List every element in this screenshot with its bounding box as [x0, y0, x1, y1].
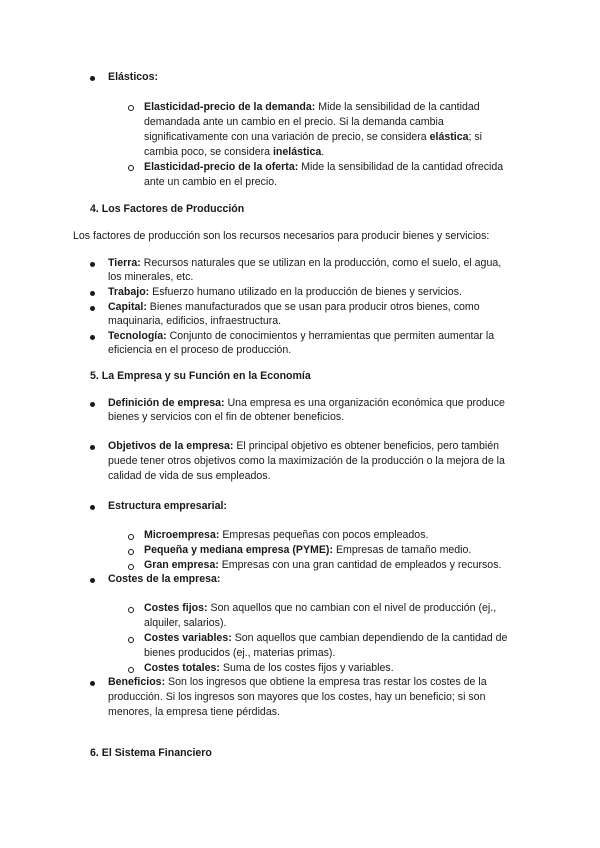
bullet-dot-icon	[90, 402, 95, 407]
section-4-intro: Los factores de producción son los recursos necesarios para producir bienes y servicios:	[73, 230, 490, 242]
bullet-dot-icon	[90, 76, 95, 81]
bullet-dot-icon	[90, 262, 95, 267]
text-line: significativamente con una variación de precio, se considera elástica; si	[144, 131, 483, 143]
factor-tierra: Tierra: Recursos naturales que se utilizan en la producción, como el suelo, el agua,	[108, 257, 502, 269]
definicion-empresa: Definición de empresa: Una empresa es una organización económica que produce	[108, 397, 505, 409]
bullet-dot-icon	[90, 505, 95, 510]
text-line: demandada ante un cambio en el precio. Si la demanda cambia	[144, 116, 444, 128]
text-line: menores, la empresa tiene pérdidas.	[108, 706, 280, 718]
bullet-ring-icon	[128, 564, 134, 570]
section-6-heading: 6. El Sistema Financiero	[90, 747, 212, 759]
beneficios-item: Beneficios: Son los ingresos que obtiene la empresa tras restar los costes de la	[108, 676, 487, 688]
bullet-dot-icon	[90, 306, 95, 311]
text-line: eficiencia en el proceso de producción.	[108, 344, 292, 356]
bullet-ring-icon	[128, 165, 134, 171]
bullet-dot-icon	[90, 445, 95, 450]
estructura-empresarial-label: Estructura empresarial:	[108, 500, 227, 512]
bullet-dot-icon	[90, 681, 95, 686]
text-line: cambia poco, se considera inelástica.	[144, 146, 325, 158]
objetivos-empresa: Objetivos de la empresa: El principal objetivo es obtener beneficios, pero también	[108, 440, 500, 452]
text-line: calidad de vida de sus empleados.	[108, 470, 271, 482]
text-line: producción. Si los ingresos son mayores que los costes, hay un beneficio; si son	[108, 691, 486, 703]
pyme-item: Pequeña y mediana empresa (PYME): Empresas de tamaño medio.	[144, 544, 472, 556]
costes-fijos-item: Costes fijos: Son aquellos que no cambian con el nivel de producción (ej.,	[144, 602, 497, 614]
text-line: ante un cambio en el precio.	[144, 176, 278, 188]
text-line: bienes producidos (ej., materias primas).	[144, 647, 336, 659]
costes-variables-item: Costes variables: Son aquellos que cambian dependiendo de la cantidad de	[144, 632, 508, 644]
costes-empresa-label: Costes de la empresa:	[108, 573, 221, 585]
factor-tecnologia: Tecnología: Conjunto de conocimientos y herramientas que permiten aumentar la	[108, 330, 495, 342]
elasticidad-demanda-item: Elasticidad-precio de la demanda: Mide la sensibilidad de la cantidad	[144, 101, 480, 113]
factor-trabajo: Trabajo: Esfuerzo humano utilizado en la producción de bienes y servicios.	[108, 286, 462, 298]
bullet-ring-icon	[128, 637, 134, 643]
section-5-heading: 5. La Empresa y su Función en la Economía	[90, 370, 311, 382]
text-line: los minerales, etc.	[108, 271, 194, 283]
section-4-heading: 4. Los Factores de Producción	[90, 203, 245, 215]
gran-empresa-item: Gran empresa: Empresas con una gran cantidad de empleados y recursos.	[144, 559, 502, 571]
costes-totales-item: Costes totales: Suma de los costes fijos y variables.	[144, 662, 394, 674]
bullet-dot-icon	[90, 578, 95, 583]
text-line: alquiler, salarios).	[144, 617, 227, 629]
bullet-ring-icon	[128, 607, 134, 613]
factor-capital: Capital: Bienes manufacturados que se usan para producir otros bienes, como	[108, 301, 480, 313]
elasticidad-oferta-item: Elasticidad-precio de la oferta: Mide la sensibilidad de la cantidad ofrecida	[144, 161, 504, 173]
microempresa-item: Microempresa: Empresas pequeñas con pocos empleados.	[144, 529, 429, 541]
text-line: maquinaria, edificios, infraestructura.	[108, 315, 282, 327]
bullet-ring-icon	[128, 549, 134, 555]
bullet-ring-icon	[128, 667, 134, 673]
text-line: bienes y servicios con el fin de obtener beneficios.	[108, 411, 345, 423]
bullet-dot-icon	[90, 335, 95, 340]
elasticos-label: Elásticos:	[108, 71, 159, 83]
text-line: puede tener otros objetivos como la maximización de la producción o la mejora de la	[108, 455, 505, 467]
bullet-ring-icon	[128, 534, 134, 540]
bullet-dot-icon	[90, 291, 95, 296]
bullet-ring-icon	[128, 105, 134, 111]
